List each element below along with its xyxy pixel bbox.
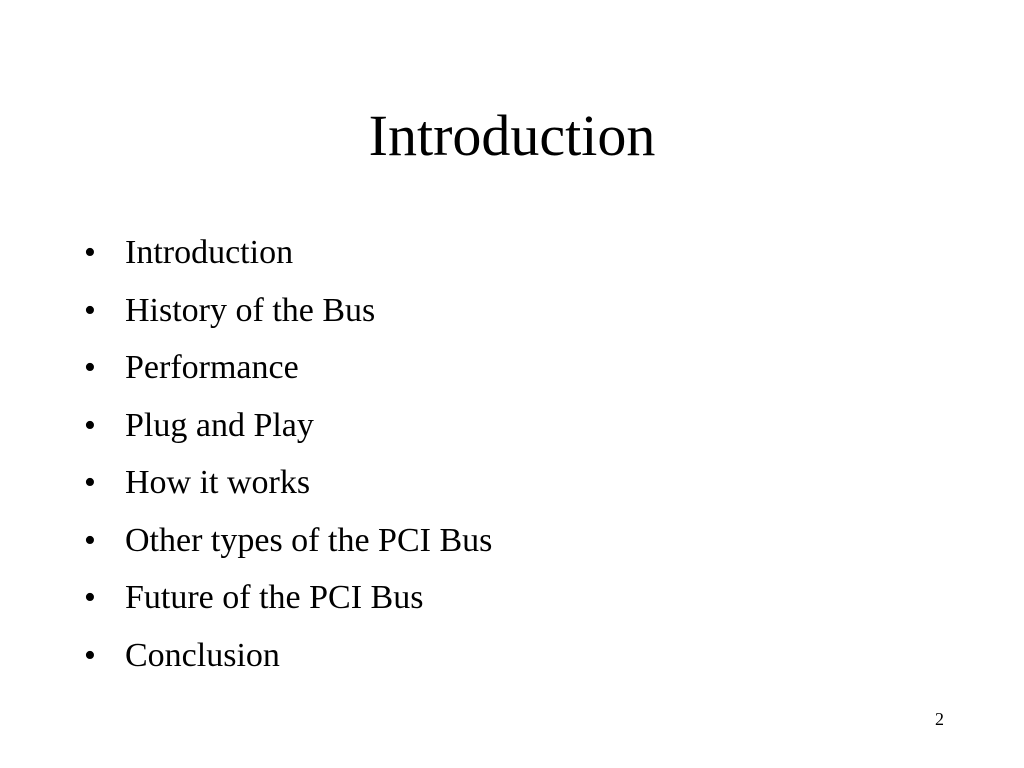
bullet-text: Introduction [125,234,294,271]
bullet-item-how-it-works [84,460,492,518]
bullet-icon: • [84,636,96,674]
bullet-icon: • [84,464,96,501]
bullet-item-performance [84,345,492,403]
bullet-icon: • [84,349,96,386]
bullet-text: History of the Bus [125,291,376,329]
bullet-icon: • [84,579,96,616]
bullet-item-introduction [84,230,492,288]
bullet-list [84,230,492,690]
bullet-item-other-types [84,518,492,576]
slide-title: Introduction [368,103,656,168]
bullet-text: Conclusion [125,636,280,674]
bullet-item-history [84,288,492,346]
bullet-icon: • [84,521,96,559]
bullet-item-future [84,575,492,633]
bullet-text: How it works [125,464,311,501]
bullet-text: Future of the PCI Bus [125,579,424,616]
bullet-text: Plug and Play [125,406,314,444]
bullet-text: Other types of the PCI Bus [125,521,493,559]
bullet-icon: • [84,291,96,329]
slide-number: 2 [935,709,944,729]
bullet-icon: • [84,234,96,271]
bullet-item-plug-and-play [84,403,492,461]
bullet-text: Performance [125,349,299,386]
bullet-icon: • [84,406,96,444]
bullet-item-conclusion [84,633,492,691]
